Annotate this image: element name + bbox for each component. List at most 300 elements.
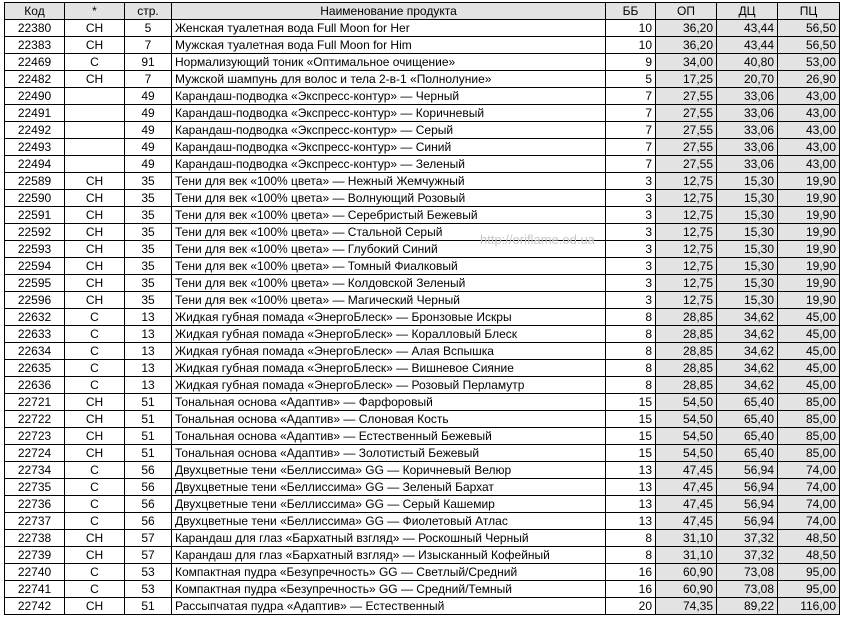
- cell-op: 31,10: [656, 530, 717, 547]
- cell-dc: 33,06: [717, 139, 778, 156]
- cell-code: 22594: [5, 258, 65, 275]
- cell-marker: CH: [65, 241, 125, 258]
- cell-marker: [65, 105, 125, 122]
- cell-page: 51: [125, 445, 172, 462]
- cell-dc: 65,40: [717, 394, 778, 411]
- cell-bb: 13: [606, 479, 656, 496]
- cell-op: 28,85: [656, 377, 717, 394]
- table-row: [5, 207, 840, 224]
- table-row: [5, 88, 840, 105]
- cell-marker: C: [65, 479, 125, 496]
- cell-marker: CH: [65, 275, 125, 292]
- cell-product-name: Мужской шампунь для волос и тела 2-в-1 «Полнолуние»: [172, 71, 606, 88]
- cell-product-name: Двухцветные тени «Беллиссима» GG — Зеленый Бархат: [172, 479, 606, 496]
- cell-dc: 34,62: [717, 309, 778, 326]
- cell-pc: 53,00: [778, 54, 840, 71]
- cell-op: 47,45: [656, 479, 717, 496]
- cell-code: 22738: [5, 530, 65, 547]
- cell-dc: 56,94: [717, 479, 778, 496]
- cell-product-name: Тональная основа «Адаптив» — Естественный Бежевый: [172, 428, 606, 445]
- cell-dc: 15,30: [717, 292, 778, 309]
- cell-marker: C: [65, 581, 125, 598]
- cell-product-name: Тени для век «100% цвета» — Глубокий Синий: [172, 241, 606, 258]
- cell-code: 22492: [5, 122, 65, 139]
- cell-pc: 45,00: [778, 377, 840, 394]
- cell-dc: 43,44: [717, 37, 778, 54]
- cell-bb: 8: [606, 343, 656, 360]
- cell-dc: 37,32: [717, 530, 778, 547]
- table-row: [5, 326, 840, 343]
- cell-pc: 74,00: [778, 479, 840, 496]
- cell-product-name: Карандаш для глаз «Бархатный взгляд» — Роскошный Черный: [172, 530, 606, 547]
- cell-op: 36,20: [656, 37, 717, 54]
- cell-page: 7: [125, 71, 172, 88]
- cell-code: 22722: [5, 411, 65, 428]
- cell-dc: 73,08: [717, 564, 778, 581]
- cell-code: 22740: [5, 564, 65, 581]
- cell-dc: 33,06: [717, 156, 778, 173]
- table-row: [5, 377, 840, 394]
- cell-op: 34,00: [656, 54, 717, 71]
- cell-product-name: Женская туалетная вода Full Moon for Her: [172, 20, 606, 37]
- cell-product-name: Жидкая губная помада «ЭнергоБлеск» — Бронзовые Искры: [172, 309, 606, 326]
- cell-dc: 15,30: [717, 207, 778, 224]
- cell-bb: 3: [606, 190, 656, 207]
- cell-code: 22634: [5, 343, 65, 360]
- cell-bb: 13: [606, 496, 656, 513]
- cell-product-name: Карандаш-подводка «Экспресс-контур» — Синий: [172, 139, 606, 156]
- cell-op: 27,55: [656, 156, 717, 173]
- cell-page: 49: [125, 122, 172, 139]
- cell-marker: C: [65, 360, 125, 377]
- cell-bb: 15: [606, 394, 656, 411]
- cell-bb: 20: [606, 598, 656, 615]
- cell-dc: 15,30: [717, 275, 778, 292]
- cell-bb: 7: [606, 156, 656, 173]
- cell-product-name: Тени для век «100% цвета» — Волнующий Розовый: [172, 190, 606, 207]
- cell-marker: [65, 156, 125, 173]
- cell-dc: 73,08: [717, 581, 778, 598]
- cell-code: 22591: [5, 207, 65, 224]
- cell-marker: CH: [65, 428, 125, 445]
- cell-page: 13: [125, 343, 172, 360]
- cell-code: 22469: [5, 54, 65, 71]
- cell-code: 22721: [5, 394, 65, 411]
- cell-page: 35: [125, 190, 172, 207]
- cell-pc: 95,00: [778, 581, 840, 598]
- cell-product-name: Тональная основа «Адаптив» — Слоновая Кость: [172, 411, 606, 428]
- cell-dc: 34,62: [717, 377, 778, 394]
- cell-dc: 56,94: [717, 513, 778, 530]
- cell-page: 56: [125, 462, 172, 479]
- cell-bb: 8: [606, 360, 656, 377]
- cell-bb: 3: [606, 173, 656, 190]
- cell-bb: 15: [606, 445, 656, 462]
- cell-dc: 43,44: [717, 20, 778, 37]
- cell-product-name: Тени для век «100% цвета» — Серебристый Бежевый: [172, 207, 606, 224]
- cell-bb: 7: [606, 122, 656, 139]
- cell-pc: 43,00: [778, 88, 840, 105]
- cell-product-name: Двухцветные тени «Беллиссима» GG — Фиолетовый Атлас: [172, 513, 606, 530]
- cell-pc: 19,90: [778, 275, 840, 292]
- table-row: [5, 496, 840, 513]
- cell-bb: 10: [606, 20, 656, 37]
- cell-op: 31,10: [656, 547, 717, 564]
- cell-op: 28,85: [656, 360, 717, 377]
- cell-page: 56: [125, 479, 172, 496]
- cell-product-name: Тени для век «100% цвета» — Нежный Жемчужный: [172, 173, 606, 190]
- watermark: http://oriflame.od.ua: [480, 232, 595, 247]
- cell-page: 35: [125, 275, 172, 292]
- cell-pc: 45,00: [778, 360, 840, 377]
- cell-pc: 19,90: [778, 173, 840, 190]
- cell-bb: 8: [606, 547, 656, 564]
- cell-marker: CH: [65, 547, 125, 564]
- cell-op: 47,45: [656, 462, 717, 479]
- cell-marker: C: [65, 513, 125, 530]
- cell-code: 22636: [5, 377, 65, 394]
- table-row: [5, 530, 840, 547]
- cell-op: 12,75: [656, 241, 717, 258]
- cell-code: 22741: [5, 581, 65, 598]
- cell-pc: 19,90: [778, 241, 840, 258]
- cell-dc: 56,94: [717, 462, 778, 479]
- cell-pc: 19,90: [778, 190, 840, 207]
- cell-bb: 3: [606, 207, 656, 224]
- cell-op: 28,85: [656, 326, 717, 343]
- table-row: [5, 173, 840, 190]
- cell-bb: 15: [606, 411, 656, 428]
- cell-page: 35: [125, 292, 172, 309]
- cell-op: 54,50: [656, 411, 717, 428]
- price-list-container: [4, 2, 839, 617]
- table-row: [5, 156, 840, 173]
- cell-op: 54,50: [656, 394, 717, 411]
- cell-marker: C: [65, 462, 125, 479]
- cell-dc: 20,70: [717, 71, 778, 88]
- cell-dc: 15,30: [717, 173, 778, 190]
- cell-op: 12,75: [656, 224, 717, 241]
- header-dc: ДЦ: [717, 3, 778, 20]
- cell-dc: 37,32: [717, 547, 778, 564]
- table-row: [5, 360, 840, 377]
- table-row: [5, 445, 840, 462]
- cell-product-name: Тональная основа «Адаптив» — Золотистый Бежевый: [172, 445, 606, 462]
- cell-code: 22380: [5, 20, 65, 37]
- table-row: [5, 547, 840, 564]
- cell-pc: 48,50: [778, 530, 840, 547]
- cell-page: 35: [125, 241, 172, 258]
- cell-marker: CH: [65, 207, 125, 224]
- cell-pc: 85,00: [778, 428, 840, 445]
- cell-product-name: Тени для век «100% цвета» — Томный Фиалковый: [172, 258, 606, 275]
- cell-pc: 43,00: [778, 156, 840, 173]
- cell-code: 22593: [5, 241, 65, 258]
- cell-page: 49: [125, 105, 172, 122]
- cell-bb: 15: [606, 428, 656, 445]
- cell-product-name: Карандаш-подводка «Экспресс-контур» — Серый: [172, 122, 606, 139]
- table-row: [5, 258, 840, 275]
- cell-bb: 7: [606, 88, 656, 105]
- cell-page: 51: [125, 411, 172, 428]
- table-row: [5, 462, 840, 479]
- table-row: [5, 37, 840, 54]
- cell-marker: CH: [65, 71, 125, 88]
- cell-page: 35: [125, 258, 172, 275]
- cell-code: 22482: [5, 71, 65, 88]
- cell-op: 17,25: [656, 71, 717, 88]
- cell-pc: 56,50: [778, 37, 840, 54]
- cell-bb: 3: [606, 292, 656, 309]
- cell-bb: 3: [606, 241, 656, 258]
- table-row: [5, 105, 840, 122]
- cell-code: 22632: [5, 309, 65, 326]
- cell-page: 51: [125, 428, 172, 445]
- cell-op: 47,45: [656, 513, 717, 530]
- cell-marker: CH: [65, 20, 125, 37]
- cell-product-name: Тени для век «100% цвета» — Стальной Серый: [172, 224, 606, 241]
- cell-marker: CH: [65, 292, 125, 309]
- cell-pc: 74,00: [778, 462, 840, 479]
- cell-page: 57: [125, 530, 172, 547]
- cell-code: 22734: [5, 462, 65, 479]
- cell-page: 35: [125, 173, 172, 190]
- cell-pc: 116,00: [778, 598, 840, 615]
- cell-marker: CH: [65, 598, 125, 615]
- cell-page: 13: [125, 360, 172, 377]
- cell-op: 12,75: [656, 292, 717, 309]
- cell-op: 54,50: [656, 445, 717, 462]
- cell-dc: 89,22: [717, 598, 778, 615]
- cell-op: 12,75: [656, 275, 717, 292]
- table-row: [5, 479, 840, 496]
- cell-code: 22595: [5, 275, 65, 292]
- table-row: [5, 275, 840, 292]
- cell-pc: 56,50: [778, 20, 840, 37]
- table-row: [5, 71, 840, 88]
- cell-page: 13: [125, 326, 172, 343]
- cell-pc: 85,00: [778, 445, 840, 462]
- cell-page: 35: [125, 207, 172, 224]
- cell-code: 22735: [5, 479, 65, 496]
- cell-page: 91: [125, 54, 172, 71]
- cell-op: 47,45: [656, 496, 717, 513]
- cell-bb: 16: [606, 564, 656, 581]
- cell-bb: 13: [606, 462, 656, 479]
- cell-code: 22633: [5, 326, 65, 343]
- table-row: [5, 241, 840, 258]
- table-row: [5, 54, 840, 71]
- header-row: [5, 3, 840, 20]
- cell-bb: 3: [606, 224, 656, 241]
- cell-code: 22723: [5, 428, 65, 445]
- cell-bb: 13: [606, 513, 656, 530]
- cell-product-name: Нормализующий тоник «Оптимальное очищение»: [172, 54, 606, 71]
- cell-code: 22739: [5, 547, 65, 564]
- cell-marker: CH: [65, 258, 125, 275]
- cell-product-name: Карандаш-подводка «Экспресс-контур» — Черный: [172, 88, 606, 105]
- cell-dc: 65,40: [717, 445, 778, 462]
- cell-dc: 15,30: [717, 258, 778, 275]
- cell-marker: [65, 139, 125, 156]
- cell-code: 22590: [5, 190, 65, 207]
- cell-bb: 5: [606, 71, 656, 88]
- cell-op: 12,75: [656, 190, 717, 207]
- header-product-name: Наименование продукта: [172, 3, 606, 20]
- cell-code: 22490: [5, 88, 65, 105]
- table-row: [5, 343, 840, 360]
- table-row: [5, 224, 840, 241]
- header-page: стр.: [125, 3, 172, 20]
- table-body: [5, 20, 840, 615]
- cell-page: 13: [125, 377, 172, 394]
- price-table: [4, 2, 840, 615]
- table-row: [5, 20, 840, 37]
- cell-op: 12,75: [656, 207, 717, 224]
- cell-marker: C: [65, 309, 125, 326]
- cell-dc: 33,06: [717, 105, 778, 122]
- cell-page: 57: [125, 547, 172, 564]
- cell-page: 51: [125, 598, 172, 615]
- cell-page: 49: [125, 139, 172, 156]
- cell-pc: 74,00: [778, 496, 840, 513]
- cell-marker: CH: [65, 394, 125, 411]
- cell-product-name: Жидкая губная помада «ЭнергоБлеск» — Алая Вспышка: [172, 343, 606, 360]
- cell-bb: 10: [606, 37, 656, 54]
- cell-dc: 65,40: [717, 428, 778, 445]
- header-code: Код: [5, 3, 65, 20]
- cell-code: 22737: [5, 513, 65, 530]
- cell-code: 22635: [5, 360, 65, 377]
- cell-code: 22592: [5, 224, 65, 241]
- cell-op: 60,90: [656, 581, 717, 598]
- cell-pc: 43,00: [778, 105, 840, 122]
- cell-pc: 19,90: [778, 224, 840, 241]
- cell-pc: 43,00: [778, 122, 840, 139]
- cell-marker: CH: [65, 37, 125, 54]
- cell-page: 51: [125, 394, 172, 411]
- cell-code: 22494: [5, 156, 65, 173]
- cell-product-name: Жидкая губная помада «ЭнергоБлеск» — Розовый Перламутр: [172, 377, 606, 394]
- cell-marker: [65, 88, 125, 105]
- cell-page: 13: [125, 309, 172, 326]
- table-row: [5, 428, 840, 445]
- cell-dc: 34,62: [717, 343, 778, 360]
- table-row: [5, 411, 840, 428]
- cell-page: 53: [125, 581, 172, 598]
- table-row: [5, 598, 840, 615]
- cell-marker: C: [65, 377, 125, 394]
- cell-product-name: Жидкая губная помада «ЭнергоБлеск» — Коралловый Блеск: [172, 326, 606, 343]
- cell-code: 22724: [5, 445, 65, 462]
- cell-product-name: Тени для век «100% цвета» — Колдовской Зеленый: [172, 275, 606, 292]
- cell-pc: 19,90: [778, 207, 840, 224]
- cell-marker: CH: [65, 173, 125, 190]
- cell-code: 22589: [5, 173, 65, 190]
- cell-pc: 19,90: [778, 258, 840, 275]
- cell-op: 27,55: [656, 88, 717, 105]
- cell-page: 53: [125, 564, 172, 581]
- cell-marker: C: [65, 54, 125, 71]
- cell-page: 56: [125, 496, 172, 513]
- cell-pc: 26,90: [778, 71, 840, 88]
- cell-op: 27,55: [656, 122, 717, 139]
- cell-product-name: Компактная пудра «Безупречность» GG — Светлый/Средний: [172, 564, 606, 581]
- cell-code: 22596: [5, 292, 65, 309]
- cell-page: 35: [125, 224, 172, 241]
- header-pc: ПЦ: [778, 3, 840, 20]
- cell-pc: 19,90: [778, 292, 840, 309]
- cell-code: 22736: [5, 496, 65, 513]
- cell-bb: 7: [606, 139, 656, 156]
- cell-dc: 40,80: [717, 54, 778, 71]
- cell-dc: 65,40: [717, 411, 778, 428]
- cell-dc: 33,06: [717, 88, 778, 105]
- cell-product-name: Компактная пудра «Безупречность» GG — Средний/Темный: [172, 581, 606, 598]
- cell-product-name: Двухцветные тени «Беллиссима» GG — Коричневый Велюр: [172, 462, 606, 479]
- cell-product-name: Карандаш-подводка «Экспресс-контур» — Коричневый: [172, 105, 606, 122]
- cell-bb: 3: [606, 258, 656, 275]
- cell-code: 22383: [5, 37, 65, 54]
- cell-pc: 43,00: [778, 139, 840, 156]
- table-row: [5, 292, 840, 309]
- header-op: ОП: [656, 3, 717, 20]
- cell-op: 27,55: [656, 139, 717, 156]
- cell-product-name: Карандаш для глаз «Бархатный взгляд» — Изысканный Кофейный: [172, 547, 606, 564]
- cell-product-name: Тени для век «100% цвета» — Магический Черный: [172, 292, 606, 309]
- cell-marker: CH: [65, 411, 125, 428]
- cell-op: 60,90: [656, 564, 717, 581]
- cell-pc: 45,00: [778, 309, 840, 326]
- cell-bb: 7: [606, 105, 656, 122]
- cell-product-name: Мужская туалетная вода Full Moon for Him: [172, 37, 606, 54]
- cell-op: 12,75: [656, 258, 717, 275]
- cell-product-name: Жидкая губная помада «ЭнергоБлеск» — Вишневое Сияние: [172, 360, 606, 377]
- cell-product-name: Карандаш-подводка «Экспресс-контур» — Зеленый: [172, 156, 606, 173]
- cell-pc: 74,00: [778, 513, 840, 530]
- cell-marker: [65, 122, 125, 139]
- cell-op: 36,20: [656, 20, 717, 37]
- cell-bb: 8: [606, 530, 656, 547]
- cell-dc: 15,30: [717, 241, 778, 258]
- cell-pc: 48,50: [778, 547, 840, 564]
- cell-dc: 56,94: [717, 496, 778, 513]
- cell-page: 7: [125, 37, 172, 54]
- cell-pc: 45,00: [778, 326, 840, 343]
- cell-marker: CH: [65, 224, 125, 241]
- cell-dc: 15,30: [717, 190, 778, 207]
- cell-marker: CH: [65, 445, 125, 462]
- table-row: [5, 394, 840, 411]
- table-row: [5, 564, 840, 581]
- cell-pc: 85,00: [778, 411, 840, 428]
- table-row: [5, 122, 840, 139]
- cell-pc: 45,00: [778, 343, 840, 360]
- cell-bb: 8: [606, 377, 656, 394]
- cell-page: 49: [125, 156, 172, 173]
- cell-op: 54,50: [656, 428, 717, 445]
- table-row: [5, 513, 840, 530]
- table-row: [5, 139, 840, 156]
- cell-bb: 16: [606, 581, 656, 598]
- cell-product-name: Рассыпчатая пудра «Адаптив» — Естественный: [172, 598, 606, 615]
- cell-page: 49: [125, 88, 172, 105]
- header-marker: *: [65, 3, 125, 20]
- cell-marker: C: [65, 343, 125, 360]
- cell-pc: 85,00: [778, 394, 840, 411]
- cell-op: 12,75: [656, 173, 717, 190]
- cell-op: 27,55: [656, 105, 717, 122]
